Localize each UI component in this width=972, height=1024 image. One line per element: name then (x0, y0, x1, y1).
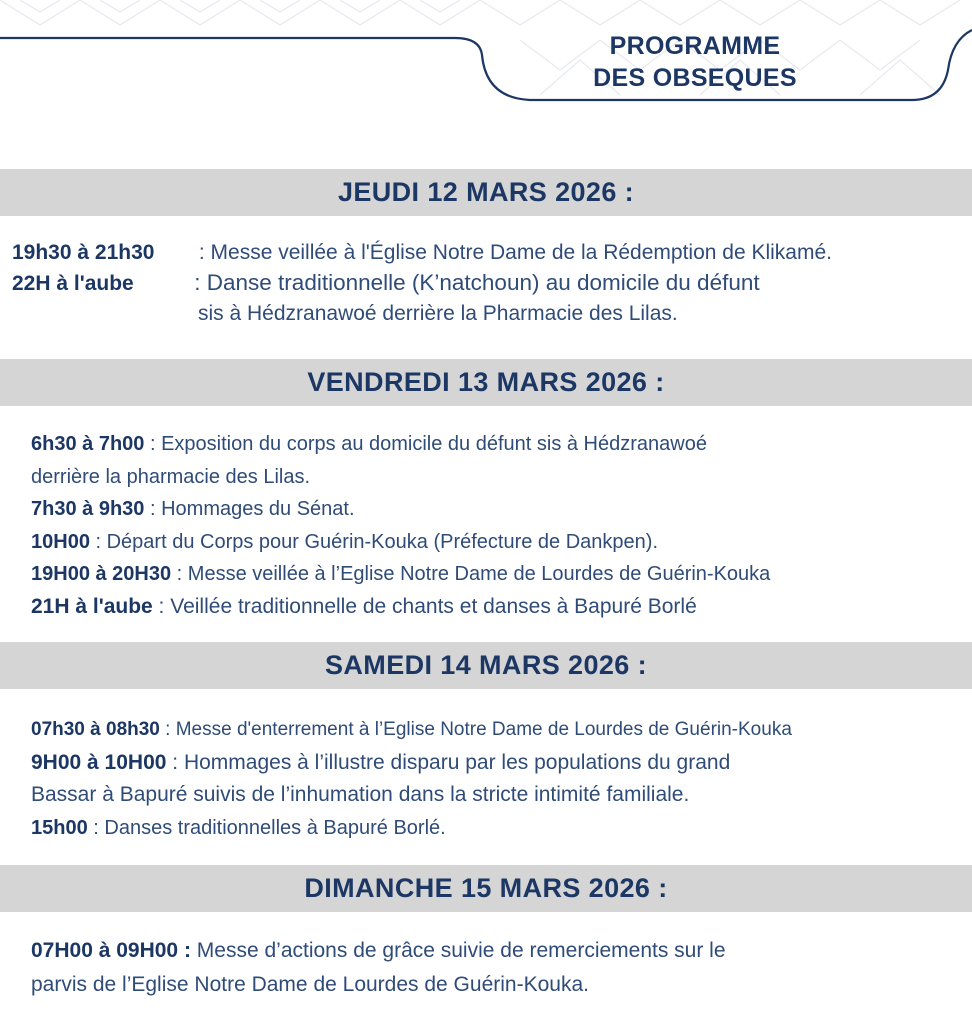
entry-description-continued: parvis de l’Eglise Notre Dame de Lourdes de Guérin-Kouka. (31, 973, 589, 996)
entry-separator: : (166, 750, 184, 774)
schedule-entry (31, 558, 770, 591)
entry-time: 7h30 à 9h30 (31, 498, 145, 520)
entry-description: Départ du Corps pour Guérin-Kouka (Préfecture de Dankpen). (106, 530, 659, 553)
schedule-entry-continuation (31, 968, 726, 1002)
entry-description: Hommages du Sénat. (161, 498, 355, 520)
entry-description-continued: Bassar à Bapuré suivis de l’inhumation dans la stricte intimité familiale. (31, 783, 690, 806)
schedule-entry (31, 934, 726, 968)
page-title-line-2: DES OBSEQUES (593, 64, 797, 92)
schedule-entry-continuation (12, 299, 832, 329)
entry-time: 9H00 à 10H00 (31, 750, 167, 774)
entry-time: 07H00 à 09H00 : (31, 939, 191, 962)
entry-separator: : (144, 433, 162, 455)
entry-time: 21H à l'aube (31, 594, 153, 618)
schedule-entry (31, 493, 770, 526)
schedule-entry (31, 526, 770, 559)
schedule-entry-continuation (31, 461, 770, 494)
page-title-line-1: PROGRAMME (609, 32, 781, 60)
schedule-entry (31, 714, 792, 747)
day-header-saturday (0, 642, 972, 689)
entry-description: Messe d’actions de grâce suivie de remerciements sur le (196, 939, 726, 962)
entry-separator: : (87, 816, 105, 839)
entry-description: Danses traditionnelles à Bapuré Borlé. (104, 816, 446, 839)
entry-description: Messe d'enterrement à l’Eglise Notre Dame de Lourdes de Guérin-Kouka (175, 719, 792, 740)
day-title: JEUDI 12 MARS 2026 : (337, 177, 635, 207)
page-title (520, 30, 870, 94)
entry-description: Exposition du corps au domicile du défunt sis à Hédzranawoé (161, 433, 707, 455)
entry-time: 15h00 (31, 816, 88, 839)
entry-separator: : (89, 530, 107, 553)
entry-separator: : (188, 270, 207, 295)
day-title: SAMEDI 14 MARS 2026 : (325, 650, 647, 680)
day-header-friday (0, 359, 972, 406)
day-schedule-friday (31, 428, 770, 623)
entry-time: 6h30 à 7h00 (31, 433, 145, 455)
day-header-thursday (0, 169, 972, 216)
schedule-entry (12, 238, 832, 268)
entry-time: 19H00 à 20H30 (31, 563, 172, 585)
entry-time: 10H00 (31, 530, 90, 553)
entry-description-continued: derrière la pharmacie des Lilas. (31, 465, 311, 488)
schedule-entry-continuation (31, 779, 792, 812)
schedule-entry (31, 747, 792, 780)
schedule-entry (12, 268, 832, 299)
entry-description: Messe veillée à l’Eglise Notre Dame de Lourdes de Guérin-Kouka (187, 563, 771, 585)
entry-separator: : (193, 241, 211, 264)
entry-description-continued: sis à Hédzranawoé derrière la Pharmacie des Lilas. (198, 302, 678, 325)
entry-description: Veillée traditionnelle de chants et danses à Bapuré Borlé (170, 594, 697, 618)
entry-separator: : (144, 498, 162, 520)
entry-description: Danse traditionnelle (K’natchoun) au domicile du défunt (206, 270, 760, 295)
day-title: VENDREDI 13 MARS 2026 : (307, 367, 665, 397)
entry-time: 07h30 à 08h30 (31, 719, 160, 740)
entry-separator: : (171, 563, 188, 585)
entry-description: Messe veillée à l'Église Notre Dame de la Rédemption de Klikamé. (210, 241, 832, 264)
entry-separator: : (159, 719, 176, 740)
entry-time: 19h30 à 21h30 (12, 241, 155, 264)
entry-time: 22H à l'aube (12, 272, 134, 295)
day-schedule-thursday (12, 238, 832, 329)
schedule-entry (31, 591, 770, 624)
entry-description: Hommages à l’illustre disparu par les populations du grand (183, 750, 731, 774)
schedule-entry (31, 812, 792, 845)
day-title: DIMANCHE 15 MARS 2026 : (304, 873, 668, 903)
day-schedule-sunday (31, 934, 726, 1002)
schedule-entry (31, 428, 770, 461)
entry-separator: : (152, 594, 171, 618)
day-header-sunday (0, 865, 972, 912)
day-schedule-saturday (31, 714, 792, 844)
